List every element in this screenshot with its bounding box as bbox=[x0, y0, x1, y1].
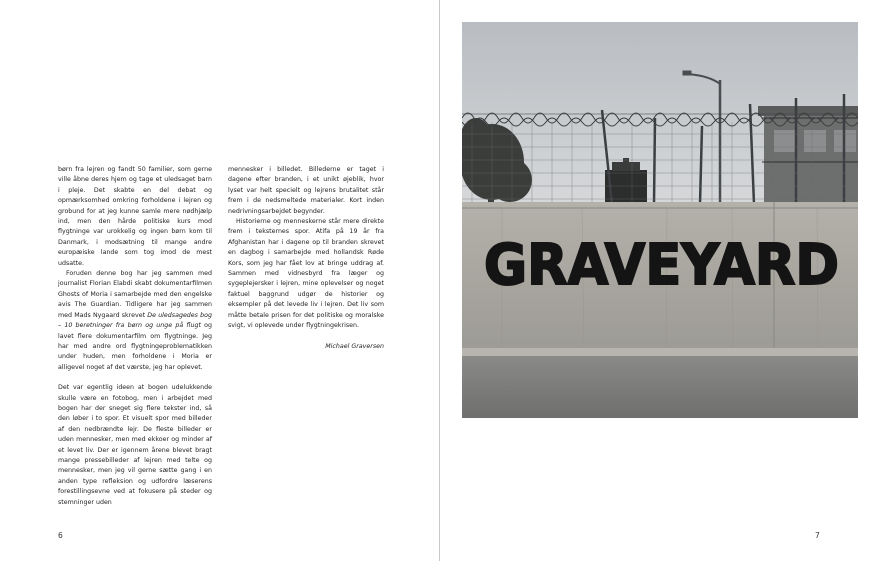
paragraph: Det var egentlig ideen at bogen udelukkende skulle være en fotobog, men i arbejdet med bogen har der sneget sig flere tekster ind, så den løber i to spor. Et visuelt spor med billeder af den nedbrændte lejr. De fleste billeder er uden mennesker, men med ekkoer og minder af et levet liv. Der er igennem årene blevet bragt mange pressebilleder af lejren med telte og mennesker, men jeg vil gerne sætte gang i en anden type refleksion og udfordre læserens forestillingsevne ved at fokusere på steder og stemninger uden bbox=[58, 384, 212, 506]
road bbox=[462, 356, 858, 418]
paragraph: børn fra lejren og fandt 50 familier, som gerne ville åbne deres hjem og tage et uledsaget barn i pleje. Det skabte en del debat og opmærksomhed omkring forholdene i lejren og grobund for at jeg kunne samle mere nødhjælp ind, men den hårde politiske kurs mod flygtninge var urokkelig og ingen børn kom til Danmark, i modsætning til mange andre europæiske lande som tog imod de mest udsatte. bbox=[58, 166, 212, 267]
curb bbox=[462, 348, 858, 356]
paragraph: Historierne og menneskerne står mere direkte frem i teksternes spor. Atifa på 19 år fra Afghanistan har i dagene op til branden skrevet en dagbog i samarbejde med hollandsk Røde Kors, som jeg har fået lov at bringe uddrag af. Sammen med vidnesbyrd fra læger og sygeplejersker i lejren, mine oplevelser og noget faktuel baggrund udgør de historier og eksempler på det levede liv i lejren. Det liv som måtte betale prisen for det politiske og moralske svigt, vi oplevede under flygtningekrisen. bbox=[228, 218, 384, 330]
paragraph: mennesker i billedet. Billederne er taget i dagene efter branden, i et unikt øjeblik, hvor lyset var helt specielt og lejrens brutalitet står frem i de nedsmeltede materialer. Kort inden nedrivningsarbejdet begynder. bbox=[228, 166, 384, 215]
page-gutter bbox=[439, 0, 440, 561]
page-number-left: 6 bbox=[58, 531, 63, 540]
left-page-column-1 bbox=[58, 165, 212, 508]
paragraph: Foruden denne bog har jeg sammen med journalist Florian Elabdi skabt dokumentarfilmen Ghosts of Moria i samarbejde med den engelske avis The Guardian. Tidligere har jeg sammen med Mads Nygaard skrevet De uledsagedes bog – 10 beretninger fra børn og unge på flugt og lavet flere dokumentarfilm om flygtninge. Jeg har med andre ord flygtningeproblematikken under huden, men forholdene i Moria er alligevel noget af det værste, jeg har oplevet. bbox=[58, 270, 212, 371]
book-title: De uledsagedes bog – 10 beretninger fra børn og unge på flugt bbox=[58, 311, 212, 330]
graveyard-wall-photo bbox=[462, 22, 858, 418]
graffiti-text: GRAVEYARD bbox=[484, 233, 839, 298]
author-signature: Michael Graversen bbox=[325, 342, 384, 350]
page-number-right: 7 bbox=[815, 531, 820, 540]
left-page-column-2 bbox=[228, 165, 384, 352]
